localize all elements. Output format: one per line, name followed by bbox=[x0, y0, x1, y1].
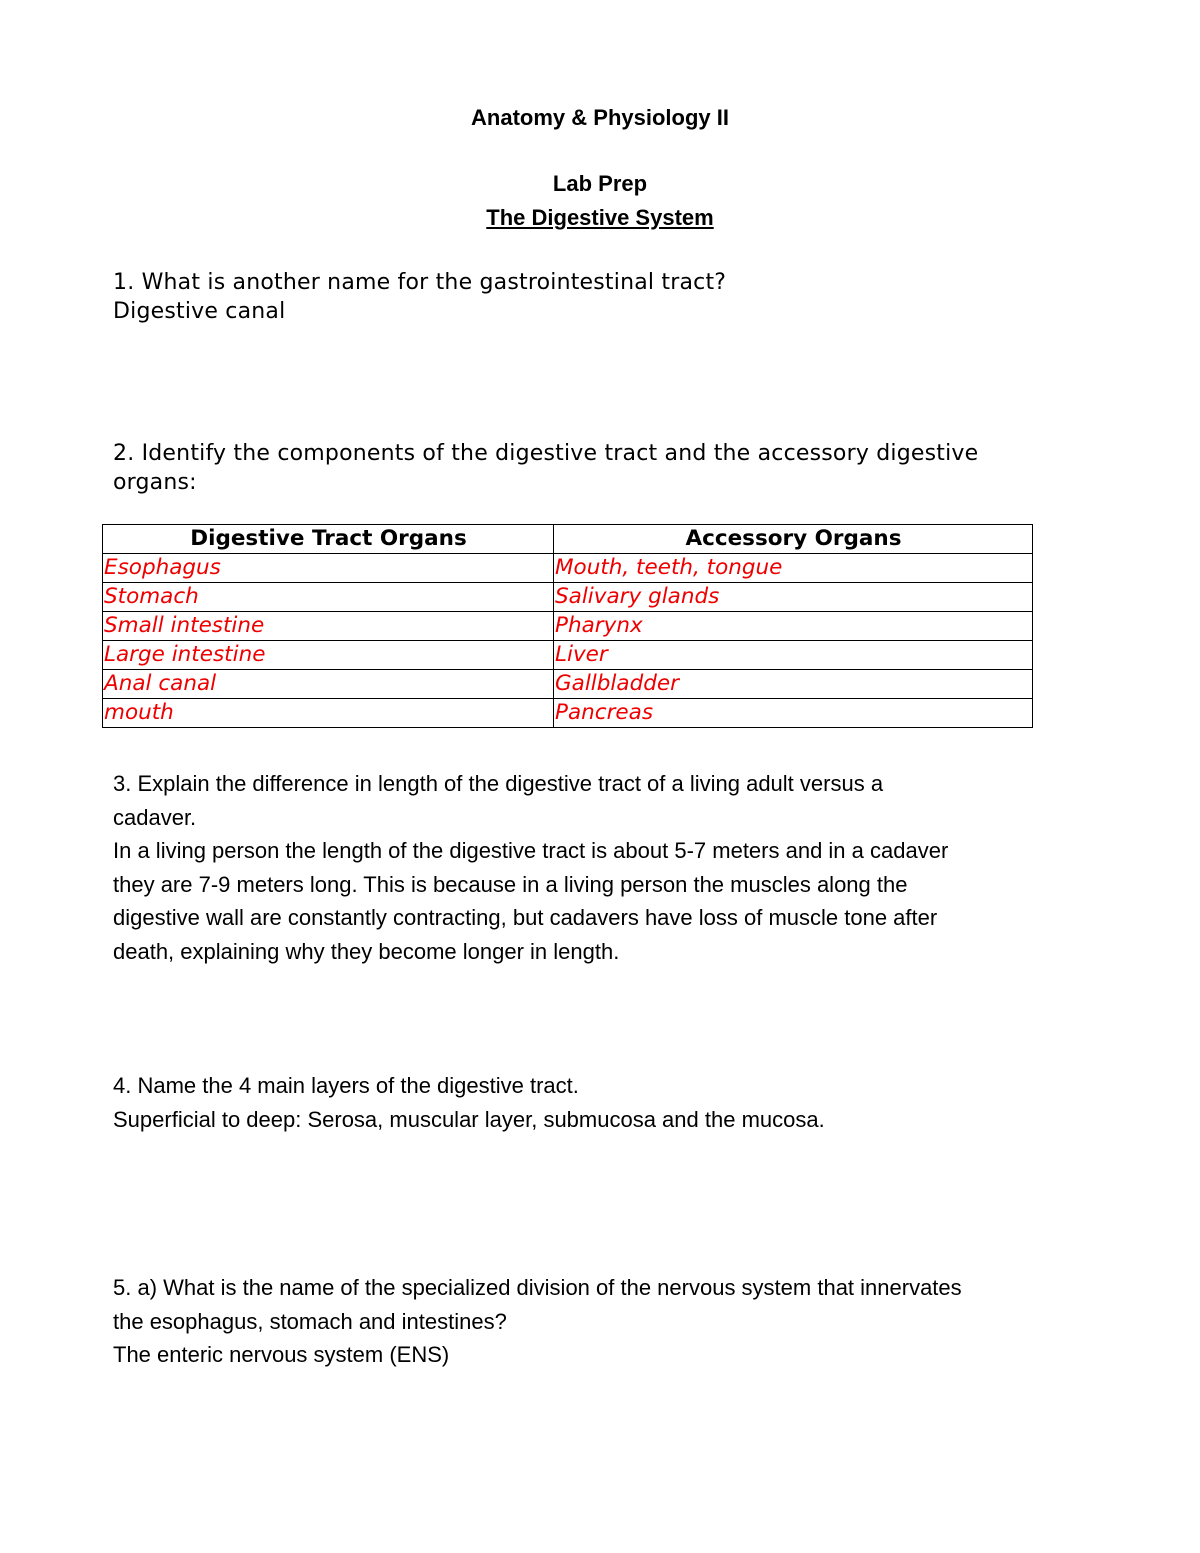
table-row bbox=[103, 641, 1033, 670]
question-2-text-line1: 2. Identify the components of the digestive tract and the accessory digestive bbox=[113, 441, 979, 466]
question-1 bbox=[113, 268, 1103, 326]
question-5 bbox=[113, 1271, 1103, 1372]
question-3-text-line1: 3. Explain the difference in length of the digestive tract of a living adult versus a bbox=[113, 771, 884, 796]
question-4-answer: Superficial to deep: Serosa, muscular layer, submucosa and the mucosa. bbox=[113, 1106, 825, 1132]
question-4-text: 4. Name the 4 main layers of the digestive tract. bbox=[113, 1073, 579, 1098]
table-cell-digestive: mouth bbox=[103, 699, 554, 728]
table-cell-digestive: Esophagus bbox=[103, 554, 554, 583]
question-3 bbox=[113, 767, 1103, 968]
table-header-row bbox=[103, 525, 1033, 554]
table-cell-accessory: Salivary glands bbox=[554, 583, 1033, 612]
question-5-text-line1: 5. a) What is the name of the specialized division of the nervous system that innervates bbox=[113, 1275, 962, 1300]
table-cell-accessory: Liver bbox=[554, 641, 1033, 670]
table-cell-accessory: Pharynx bbox=[554, 612, 1033, 641]
table-cell-digestive: Anal canal bbox=[103, 670, 554, 699]
question-4 bbox=[113, 1069, 1103, 1136]
question-3-text-line2: cadaver. bbox=[113, 804, 197, 830]
table-row bbox=[103, 612, 1033, 641]
table-cell-accessory: Pancreas bbox=[554, 699, 1033, 728]
question-2 bbox=[113, 439, 1103, 497]
table-cell-digestive: Small intestine bbox=[103, 612, 554, 641]
table-cell-digestive: Large intestine bbox=[103, 641, 554, 670]
organs-table bbox=[102, 524, 1033, 728]
question-5-text-line2: the esophagus, stomach and intestines? bbox=[113, 1308, 507, 1334]
topic-title-text: The Digestive System bbox=[486, 205, 714, 230]
question-5-answer: The enteric nervous system (ENS) bbox=[113, 1342, 450, 1367]
table-row bbox=[103, 583, 1033, 612]
question-3-answer-line4: death, explaining why they become longer in length. bbox=[113, 938, 620, 964]
question-3-answer-line1: In a living person the length of the digestive tract is about 5-7 meters and in a cadaver bbox=[113, 838, 949, 863]
topic-title bbox=[0, 204, 1200, 232]
table-row bbox=[103, 670, 1033, 699]
table-cell-accessory: Gallbladder bbox=[554, 670, 1033, 699]
table-row bbox=[103, 554, 1033, 583]
question-3-answer-line3: digestive wall are constantly contracting, but cadavers have loss of muscle tone after bbox=[113, 905, 938, 930]
question-1-answer: Digestive canal bbox=[113, 299, 286, 324]
question-1-text: 1. What is another name for the gastrointestinal tract? bbox=[113, 270, 727, 295]
course-title: Anatomy & Physiology II bbox=[471, 105, 729, 130]
table-row bbox=[103, 699, 1033, 728]
question-2-text-line2: organs: bbox=[113, 470, 197, 495]
table-cell-digestive: Stomach bbox=[103, 583, 554, 612]
question-3-answer-line2: they are 7-9 meters long. This is because in a living person the muscles along the bbox=[113, 871, 908, 897]
table-header-accessory: Accessory Organs bbox=[554, 525, 1033, 554]
lab-title: Lab Prep bbox=[552, 171, 648, 196]
table-cell-accessory: Mouth, teeth, tongue bbox=[554, 554, 1033, 583]
table-header-digestive-tract: Digestive Tract Organs bbox=[103, 525, 554, 554]
